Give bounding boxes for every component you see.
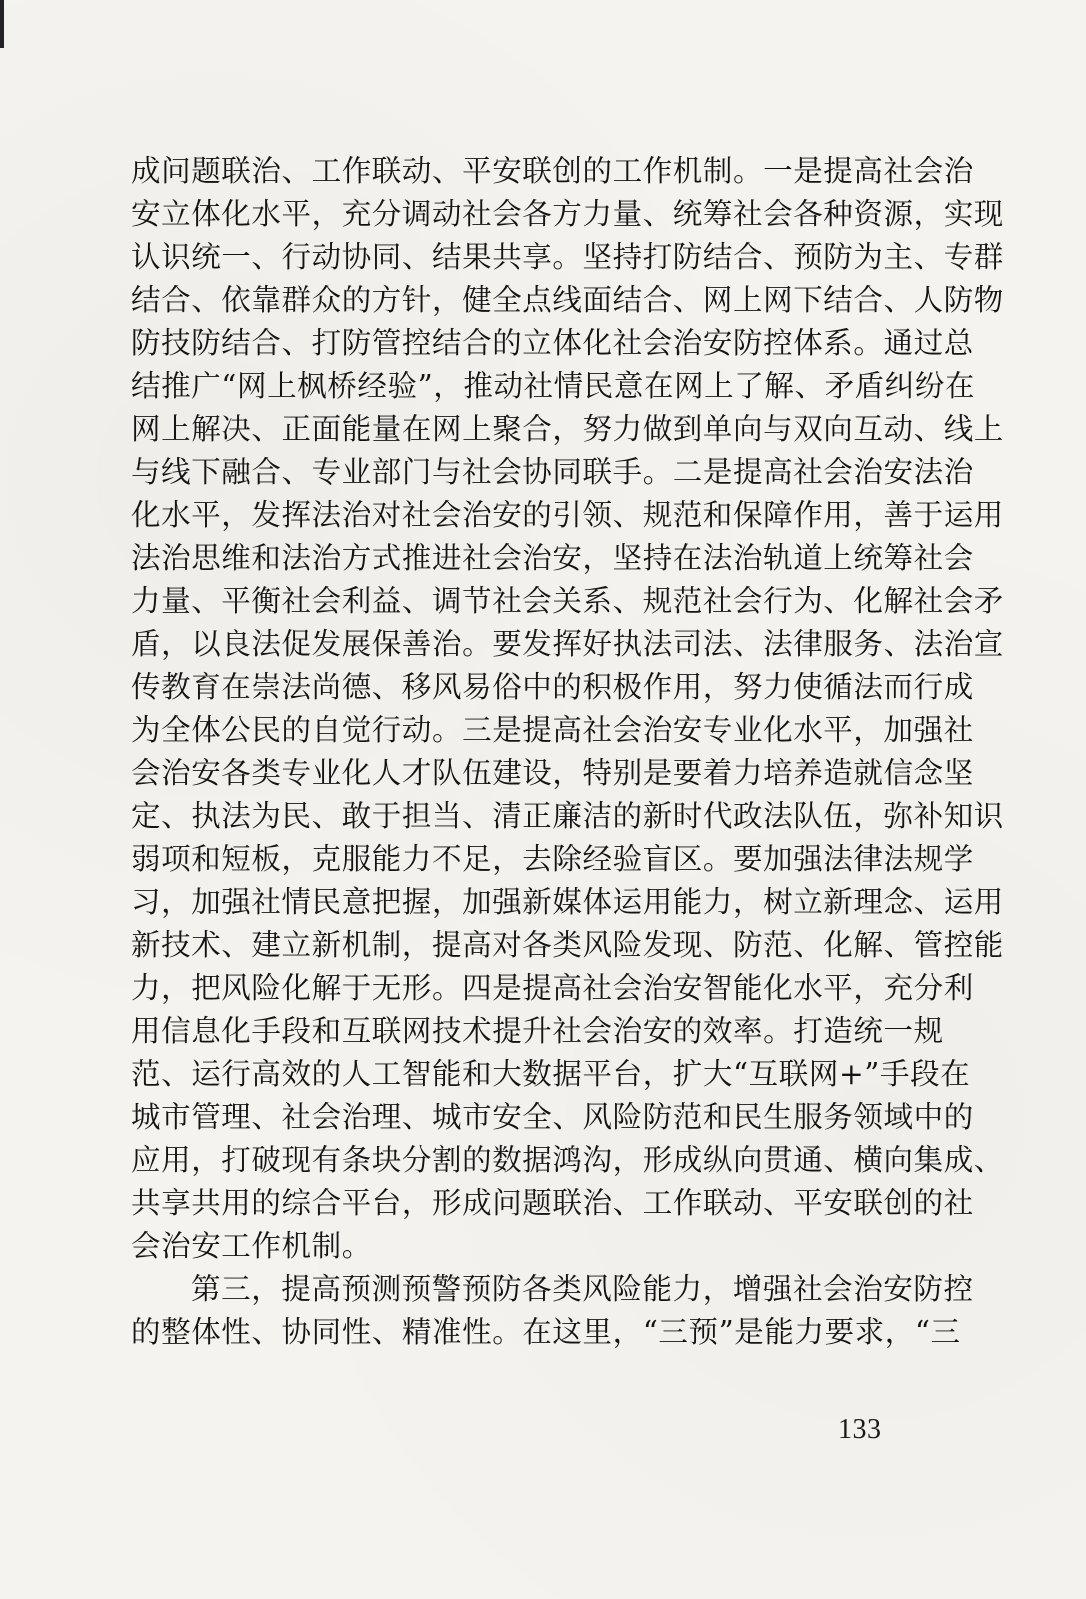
text-line: 安立体化水平，充分调动社会各方力量、统筹社会各种资源，实现: [131, 197, 1004, 231]
text-line: 与线下融合、专业部门与社会协同联手。二是提高社会治安法治: [131, 455, 974, 489]
scan-edge-mark: [0, 0, 4, 48]
text-line: 会治安工作机制。: [131, 1229, 372, 1263]
text-line: 成问题联治、工作联动、平安联创的工作机制。一是提高社会治: [131, 154, 974, 188]
text-line: 网上解决、正面能量在网上聚合，努力做到单向与双向互动、线上: [131, 412, 1004, 446]
text-line: 法治思维和法治方式推进社会治安，坚持在法治轨道上统筹社会: [131, 541, 974, 575]
text-line: 为全体公民的自觉行动。三是提高社会治安专业化水平，加强社: [131, 713, 974, 747]
text-line: 城市管理、社会治理、城市安全、风险防范和民生服务领域中的: [131, 1100, 974, 1134]
text-line: 结合、依靠群众的方针，健全点线面结合、网上网下结合、人防物: [131, 283, 1004, 317]
page-number: 133: [838, 1414, 882, 1445]
text-line: 力量、平衡社会利益、调节社会关系、规范社会行为、化解社会矛: [131, 584, 1004, 618]
text-line: 防技防结合、打防管控结合的立体化社会治安防控体系。通过总: [131, 326, 974, 360]
text-line: 会治安各类专业化人才队伍建设，特别是要着力培养造就信念坚: [131, 756, 974, 790]
text-line: 力，把风险化解于无形。四是提高社会治安智能化水平，充分利: [131, 971, 974, 1005]
text-line: 应用，打破现有条块分割的数据鸿沟，形成纵向贯通、横向集成、: [131, 1143, 1004, 1177]
text-line: 定、执法为民、敢于担当、清正廉洁的新时代政法队伍，弥补知识: [131, 799, 1004, 833]
text-line: 习，加强社情民意把握，加强新媒体运用能力，树立新理念、运用: [131, 885, 1004, 919]
body-text: [131, 150, 1004, 1354]
text-line: 化水平，发挥法治对社会治安的引领、规范和保障作用，善于运用: [131, 498, 1004, 532]
text-line: 结推广“网上枫桥经验”，推动社情民意在网上了解、矛盾纠纷在: [131, 369, 976, 403]
paragraph-start-line: 第三，提高预测预警预防各类风险能力，增强社会治安防控: [191, 1272, 974, 1306]
text-line: 弱项和短板，克服能力不足，去除经验盲区。要加强法律法规学: [131, 842, 974, 876]
text-line: 范、运行高效的人工智能和大数据平台，扩大“互联网+”手段在: [131, 1057, 971, 1091]
text-line: 认识统一、行动协同、结果共享。坚持打防结合、预防为主、专群: [131, 240, 1004, 274]
text-line: 用信息化手段和互联网技术提升社会治安的效率。打造统一规: [131, 1014, 944, 1048]
text-line: 共享共用的综合平台，形成问题联治、工作联动、平安联创的社: [131, 1186, 974, 1220]
text-line: 传教育在崇法尚德、移风易俗中的积极作用，努力使循法而行成: [131, 670, 974, 704]
text-line: 的整体性、协同性、精准性。在这里，“三预”是能力要求，“三: [131, 1315, 961, 1349]
text-line: 新技术、建立新机制，提高对各类风险发现、防范、化解、管控能: [131, 928, 1004, 962]
text-line: 盾，以良法促发展保善治。要发挥好执法司法、法律服务、法治宣: [131, 627, 1004, 661]
